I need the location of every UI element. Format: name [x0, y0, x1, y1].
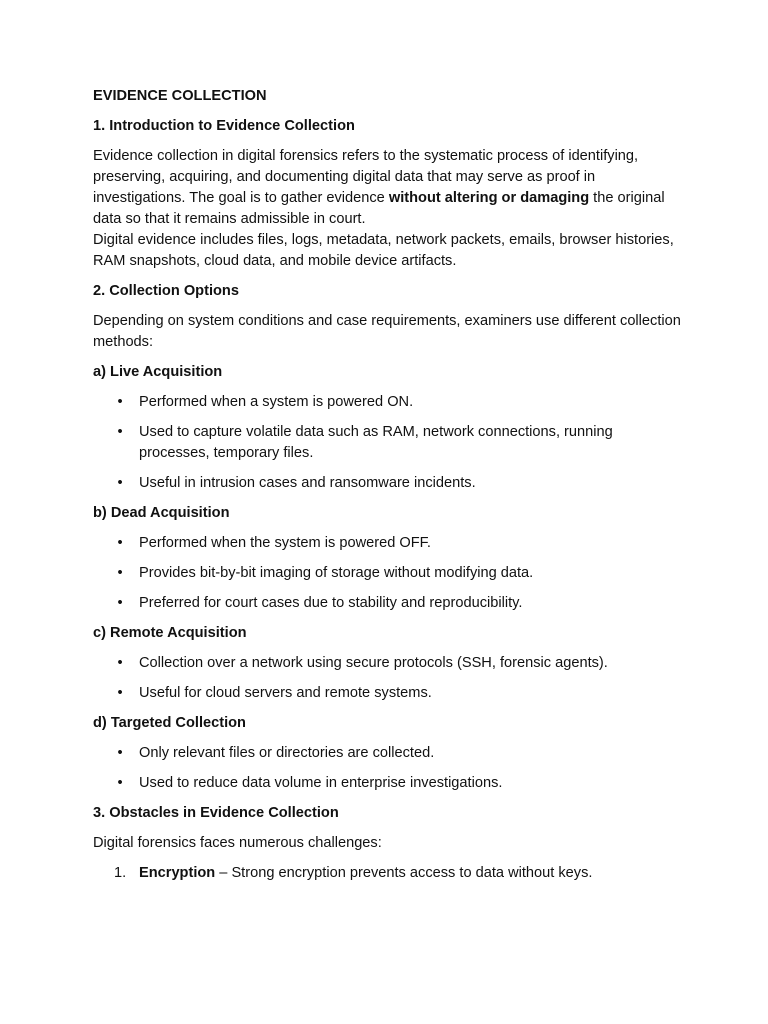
bullet-icon: •: [117, 475, 123, 491]
targeted-collection-list: [93, 743, 683, 794]
list-item: [93, 422, 683, 464]
bullet-icon: •: [117, 685, 123, 701]
subheading-dead-acquisition: b) Dead Acquisition: [93, 505, 230, 521]
intro-paragraph-2: Digital evidence includes files, logs, metadata, network packets, emails, browser histories, RAM snapshots, cloud data, and mobile device artifacts.: [93, 232, 674, 269]
dead-acquisition-list: [93, 533, 683, 614]
intro-paragraph-bold: without altering or damaging: [388, 190, 590, 206]
list-item: [93, 563, 683, 584]
bullet-icon: •: [117, 535, 123, 551]
list-item-text: Preferred for court cases due to stability and reproducibility.: [139, 595, 523, 611]
list-item: [93, 533, 683, 554]
obstacles-list: [93, 863, 683, 884]
bullet-icon: •: [117, 565, 123, 581]
list-item: [93, 743, 683, 764]
subheading-live-acquisition: a) Live Acquisition: [93, 364, 223, 380]
bullet-icon: •: [117, 424, 123, 440]
bullet-icon: •: [117, 394, 123, 410]
list-item-text: Collection over a network using secure protocols (SSH, forensic agents).: [139, 655, 608, 671]
intro-paragraph-part-1: Evidence collection in digital forensics refers to the systematic process of identifying, preserving, acquiring, and documenting digital data that may serve as proof in investigations. The goal is to gather evidence: [93, 148, 639, 206]
section-heading-obstacles: 3. Obstacles in Evidence Collection: [93, 805, 339, 821]
list-item-text: Only relevant files or directories are collected.: [139, 745, 435, 761]
collection-options-intro: Depending on system conditions and case requirements, examiners use different collection methods:: [93, 313, 681, 350]
bullet-icon: •: [117, 775, 123, 791]
section-heading-introduction: 1. Introduction to Evidence Collection: [93, 118, 355, 134]
obstacles-intro: Digital forensics faces numerous challenges:: [93, 835, 382, 851]
numbered-list-item: [93, 863, 683, 884]
list-item-text: Performed when a system is powered ON.: [139, 394, 414, 410]
obstacle-description: – Strong encryption prevents access to data without keys.: [215, 865, 593, 881]
bullet-icon: •: [117, 595, 123, 611]
list-item: [93, 683, 683, 704]
document-page: [93, 86, 683, 893]
section-heading-collection-options: 2. Collection Options: [93, 283, 239, 299]
subheading-remote-acquisition: c) Remote Acquisition: [93, 625, 247, 641]
list-item-text: Used to capture volatile data such as RAM, network connections, running processes, temporary files.: [139, 424, 613, 461]
bullet-icon: •: [117, 745, 123, 761]
list-item-text: Used to reduce data volume in enterprise investigations.: [139, 775, 503, 791]
list-item: [93, 392, 683, 413]
intro-paragraph-part-2: the original data so that it remains admissible in court.: [93, 190, 665, 227]
bullet-icon: •: [117, 655, 123, 671]
list-item: [93, 653, 683, 674]
list-item-text: Useful in intrusion cases and ransomware incidents.: [139, 475, 476, 491]
live-acquisition-list: [93, 392, 683, 494]
intro-paragraph: [93, 146, 683, 272]
list-number: 1.: [114, 865, 127, 881]
list-item-text: Provides bit-by-bit imaging of storage without modifying data.: [139, 565, 534, 581]
document-title: EVIDENCE COLLECTION: [93, 88, 267, 104]
list-item: [93, 473, 683, 494]
list-item-text: Performed when the system is powered OFF.: [139, 535, 431, 551]
remote-acquisition-list: [93, 653, 683, 704]
list-item: [93, 593, 683, 614]
list-item: [93, 773, 683, 794]
list-item-text: Useful for cloud servers and remote systems.: [139, 685, 432, 701]
subheading-targeted-collection: d) Targeted Collection: [93, 715, 246, 731]
obstacle-title: Encryption: [139, 865, 216, 881]
